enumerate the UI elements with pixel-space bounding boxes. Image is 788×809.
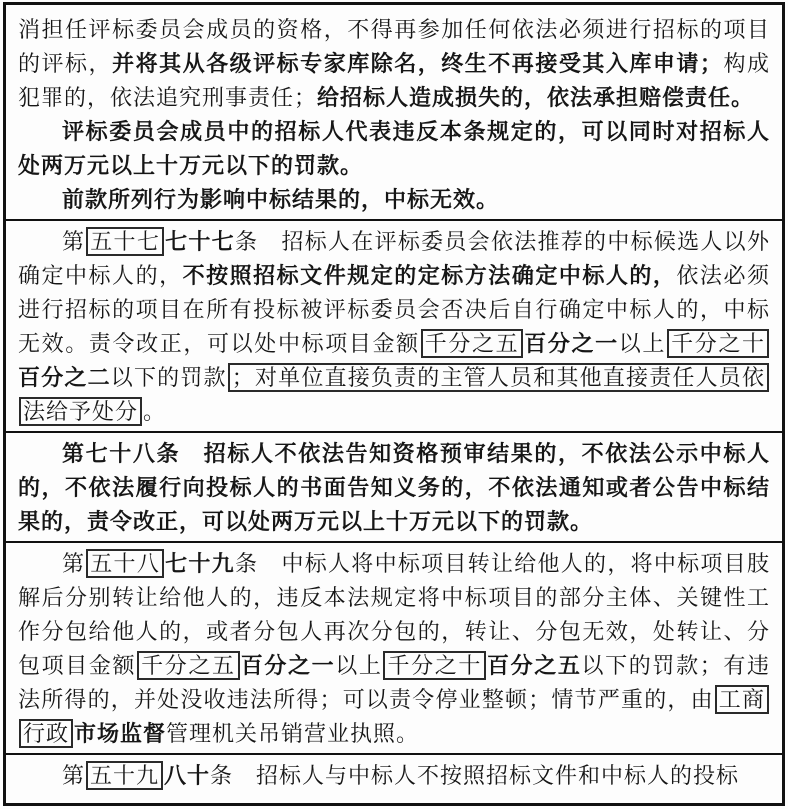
law-article-section xyxy=(6,219,782,431)
text-run: 。 xyxy=(143,399,167,424)
inserted-text: 八十 xyxy=(164,763,211,788)
text-run: 条 招标人与中标人不按照招标文件和中标人的投标 xyxy=(210,763,740,788)
inserted-text: 七十九 xyxy=(165,551,235,576)
inserted-text: 给招标人造成损失的，依法承担赔偿责任。 xyxy=(317,85,755,110)
text-run: 第 xyxy=(62,763,86,788)
document-body xyxy=(3,2,785,806)
text-run: 管理机关吊销营业执照。 xyxy=(166,721,420,746)
deleted-text-box: ；对单位直接负责的主管人员和其他直接责任人员依法给予处分 xyxy=(19,363,769,426)
text-run: 条 招标人在评标委员会依法推荐的中标候选人以外确定中标人的， xyxy=(18,229,770,288)
deleted-text-box: 工商行政 xyxy=(19,685,769,748)
inserted-text: 百分之五 xyxy=(487,653,582,678)
text-run: 以上 xyxy=(618,331,667,356)
text-run: 以下的罚款；有违法所得的，并处没收违法所得；可以责令停业整顿；情节严重的，由 xyxy=(18,653,770,712)
paragraph xyxy=(18,115,770,183)
text-run: 第 xyxy=(62,551,86,576)
inserted-text: 百分之二 xyxy=(18,365,111,390)
text-run: 条 中标人将中标项目转让给他人的，将中标项目肢解后分别转让给他人的，违反本法规定将中标项目的部分主体、关键性工作分包给他人的，或者分包人再次分包的，转让、分包无效，处转让、分包项目金额 xyxy=(18,551,770,678)
law-article-section xyxy=(6,5,782,219)
text-run: 构成犯罪的，依法追究刑事责任； xyxy=(18,51,770,110)
inserted-text: 市场监督 xyxy=(74,721,167,746)
paragraph xyxy=(18,225,770,429)
inserted-text: 不按照招标文件规定的定标方法确定中标人的， xyxy=(182,263,677,288)
inserted-text: 七十七 xyxy=(165,229,235,254)
deleted-text-box: 千分之十 xyxy=(667,329,769,358)
deleted-text-box: 五十七 xyxy=(86,227,164,256)
inserted-text: 并将其从各级评标专家库除名，终生不再接受其入库申请； xyxy=(112,51,723,76)
text-run: 以上 xyxy=(335,653,383,678)
deleted-text-box: 五十九 xyxy=(86,761,163,790)
paragraph xyxy=(18,759,770,793)
text-run: 依法必须进行招标的项目在所有投标被评标委员会否决后自行确定中标人的，中标无效。责令改正，可以处中标项目金额 xyxy=(18,263,770,356)
inserted-text: 百分之一 xyxy=(240,653,336,678)
law-article-section xyxy=(6,753,782,795)
deleted-text-box: 五十八 xyxy=(86,549,164,578)
paragraph xyxy=(18,437,770,539)
paragraph xyxy=(18,547,770,751)
law-article-section xyxy=(6,541,782,753)
paragraph xyxy=(18,183,770,217)
inserted-text: 百分之一 xyxy=(524,331,619,356)
paragraph xyxy=(18,13,770,115)
inserted-text: 前款所列行为影响中标结果的，中标无效。 xyxy=(62,187,500,212)
deleted-text-box: 千分之五 xyxy=(421,329,524,358)
law-article-section xyxy=(6,431,782,541)
deleted-text-box: 千分之五 xyxy=(137,651,240,680)
inserted-text: 评标委员会成员中的招标人代表违反本条规定的，可以同时对招标人处两万元以上十万元以下的罚款。 xyxy=(18,119,770,178)
deleted-text-box: 千分之十 xyxy=(383,651,486,680)
inserted-text: 第七十八条 招标人不依法告知资格预审结果的，不依法公示中标人的，不依法履行向投标人的书面告知义务的，不依法通知或者公告中标结果的，责令改正，可以处两万元以上十万元以下的罚款。 xyxy=(18,441,770,534)
text-run: 以下的罚款 xyxy=(110,365,227,390)
text-run: 消担任评标委员会成员的资格，不得再参加任何依法必须进行招标的项目的评标， xyxy=(18,17,770,76)
text-run: 第 xyxy=(62,229,86,254)
